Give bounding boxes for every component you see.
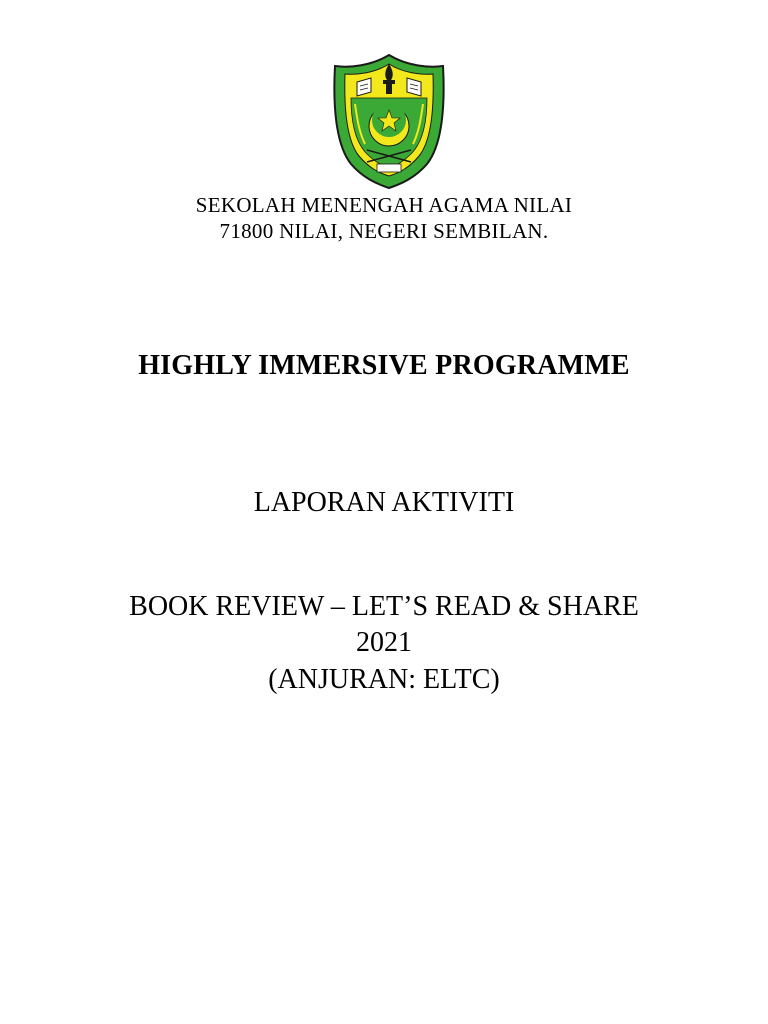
activity-year: 2021 bbox=[356, 627, 412, 658]
report-type: LAPORAN AKTIVITI bbox=[253, 487, 515, 518]
school-address: 71800 NILAI, NEGERI SEMBILAN. bbox=[219, 219, 549, 243]
organiser: (ANJURAN: ELTC) bbox=[268, 664, 500, 695]
activity-title: BOOK REVIEW – LET’S READ & SHARE bbox=[129, 591, 639, 622]
school-crest-icon bbox=[331, 52, 447, 190]
school-name: SEKOLAH MENENGAH AGAMA NILAI bbox=[195, 193, 573, 217]
programme-title: HIGHLY IMMERSIVE PROGRAMME bbox=[138, 350, 630, 381]
